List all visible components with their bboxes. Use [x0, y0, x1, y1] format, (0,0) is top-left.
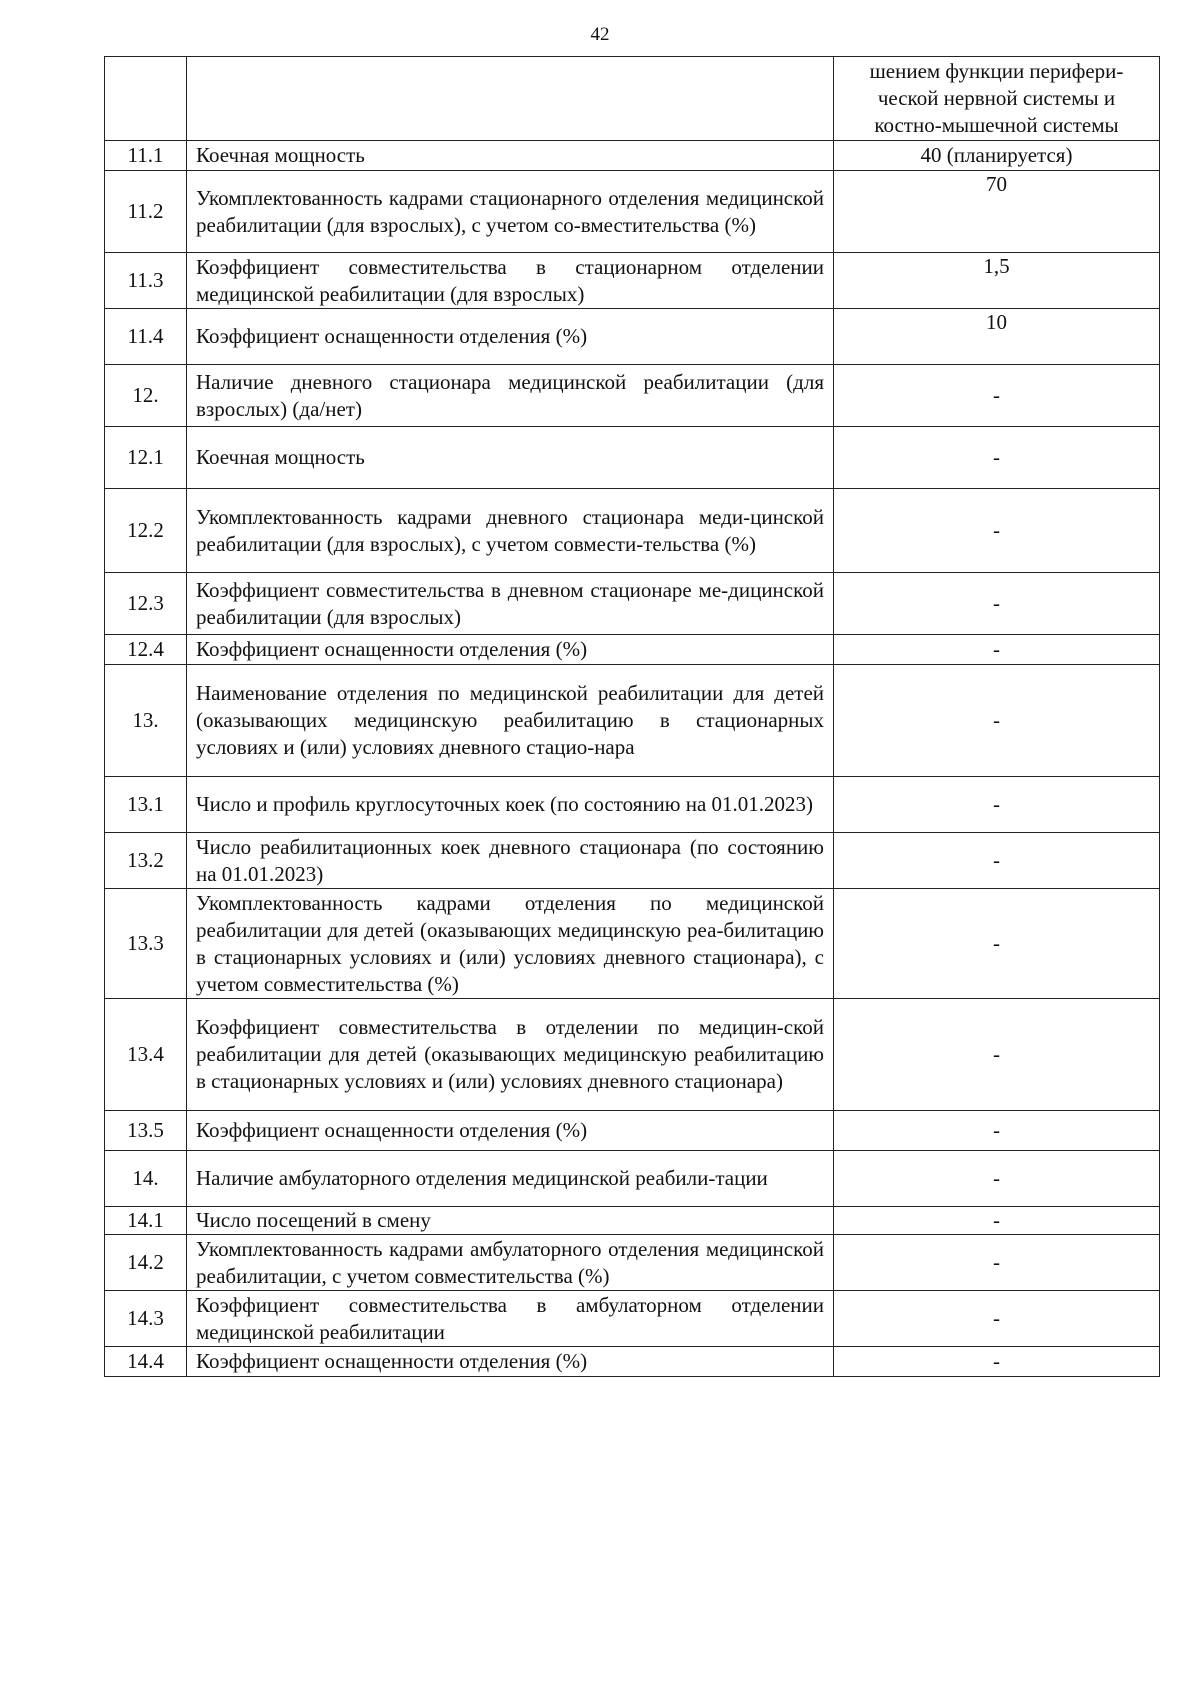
row-description: Укомплектованность кадрами дневного стационара меди-цинской реабилитации (для взрослых), с учетом совмести-тельства (%): [187, 489, 834, 573]
row-number: 14.: [105, 1151, 187, 1207]
row-description: Число посещений в смену: [187, 1207, 834, 1235]
row-number: 13.4: [105, 999, 187, 1111]
row-description: Коэффициент оснащенности отделения (%): [187, 635, 834, 665]
table-row: [105, 1207, 1160, 1235]
row-description: Коэффициент совместительства в стационарном отделении медицинской реабилитации (для взрослых): [187, 253, 834, 309]
row-description: Наличие дневного стационара медицинской реабилитации (для взрослых) (да/нет): [187, 365, 834, 427]
row-value: -: [834, 635, 1160, 665]
row-value: -: [834, 833, 1160, 889]
row-number: 14.1: [105, 1207, 187, 1235]
table-row-continuation: [105, 57, 1160, 141]
row-number: 13.: [105, 665, 187, 777]
row-number: 13.2: [105, 833, 187, 889]
row-number: 12.3: [105, 573, 187, 635]
table-row: [105, 365, 1160, 427]
row-number: 13.3: [105, 889, 187, 999]
page-number: 42: [590, 24, 610, 45]
row-description: Коэффициент оснащенности отделения (%): [187, 1347, 834, 1377]
row-value: -: [834, 665, 1160, 777]
table-row: [105, 777, 1160, 833]
row-description: Коэффициент совместительства в отделении по медицин-ской реабилитации для детей (оказывающих медицинскую реабилитацию в стационарных условиях и (или) условиях дневного стационара): [187, 999, 834, 1111]
table-row: [105, 889, 1160, 999]
row-description: Коечная мощность: [187, 141, 834, 171]
row-value: -: [834, 1111, 1160, 1151]
row-description: Укомплектованность кадрами амбулаторного отделения медицинской реабилитации, с учетом совместительства (%): [187, 1235, 834, 1291]
row-value: -: [834, 427, 1160, 489]
row-number: [105, 57, 187, 141]
row-value: -: [834, 573, 1160, 635]
row-number: 11.2: [105, 171, 187, 253]
row-value: -: [834, 1291, 1160, 1347]
table-row: [105, 141, 1160, 171]
row-value: 1,5: [834, 253, 1160, 309]
table-row: [105, 999, 1160, 1111]
table-row: [105, 833, 1160, 889]
table-row: [105, 573, 1160, 635]
row-number: 12.4: [105, 635, 187, 665]
row-description: [187, 57, 834, 141]
row-value: -: [834, 1235, 1160, 1291]
row-value: 40 (планируется): [834, 141, 1160, 171]
row-value: 10: [834, 309, 1160, 365]
row-description: Коэффициент совместительства в дневном стационаре ме-дицинской реабилитации (для взрослых): [187, 573, 834, 635]
row-description: Число реабилитационных коек дневного стационара (по состоянию на 01.01.2023): [187, 833, 834, 889]
row-value: -: [834, 489, 1160, 573]
row-value: -: [834, 777, 1160, 833]
row-number: 11.1: [105, 141, 187, 171]
row-value: -: [834, 999, 1160, 1111]
table-row: [105, 635, 1160, 665]
table-row: [105, 171, 1160, 253]
row-number: 14.3: [105, 1291, 187, 1347]
row-value: шением функции перифери-ческой нервной системы и костно-мышечной системы: [834, 57, 1160, 141]
table-row: [105, 1111, 1160, 1151]
table-row: [105, 1347, 1160, 1377]
row-number: 13.5: [105, 1111, 187, 1151]
table-row: [105, 1291, 1160, 1347]
row-number: 12.: [105, 365, 187, 427]
row-number: 13.1: [105, 777, 187, 833]
table-row: [105, 253, 1160, 309]
row-number: 11.4: [105, 309, 187, 365]
table-row: [105, 489, 1160, 573]
table-row: [105, 309, 1160, 365]
row-number: 14.4: [105, 1347, 187, 1377]
row-description: Укомплектованность кадрами стационарного отделения медицинской реабилитации (для взрослых), с учетом со-вместительства (%): [187, 171, 834, 253]
data-table: [104, 56, 1160, 1377]
row-value: -: [834, 1347, 1160, 1377]
row-description: Наличие амбулаторного отделения медицинской реабили-тации: [187, 1151, 834, 1207]
row-description: Коечная мощность: [187, 427, 834, 489]
row-description: Коэффициент совместительства в амбулаторном отделении медицинской реабилитации: [187, 1291, 834, 1347]
row-number: 11.3: [105, 253, 187, 309]
row-value: 70: [834, 171, 1160, 253]
row-value: -: [834, 1151, 1160, 1207]
table-row: [105, 1235, 1160, 1291]
row-number: 12.2: [105, 489, 187, 573]
row-number: 14.2: [105, 1235, 187, 1291]
row-value: -: [834, 1207, 1160, 1235]
row-value: -: [834, 365, 1160, 427]
table-row: [105, 1151, 1160, 1207]
table-row: [105, 665, 1160, 777]
row-number: 12.1: [105, 427, 187, 489]
row-description: Укомплектованность кадрами отделения по медицинской реабилитации для детей (оказывающих медицинскую реа-билитацию в стационарных условиях и (или) условиях дневного стационара), с учетом совместительства (%): [187, 889, 834, 999]
table-row: [105, 427, 1160, 489]
row-description: Наименование отделения по медицинской реабилитации для детей (оказывающих медицинскую реабилитацию в стационарных условиях и (или) условиях дневного стацио-нара: [187, 665, 834, 777]
row-description: Коэффициент оснащенности отделения (%): [187, 309, 834, 365]
row-value: -: [834, 889, 1160, 999]
row-description: Число и профиль круглосуточных коек (по состоянию на 01.01.2023): [187, 777, 834, 833]
row-description: Коэффициент оснащенности отделения (%): [187, 1111, 834, 1151]
